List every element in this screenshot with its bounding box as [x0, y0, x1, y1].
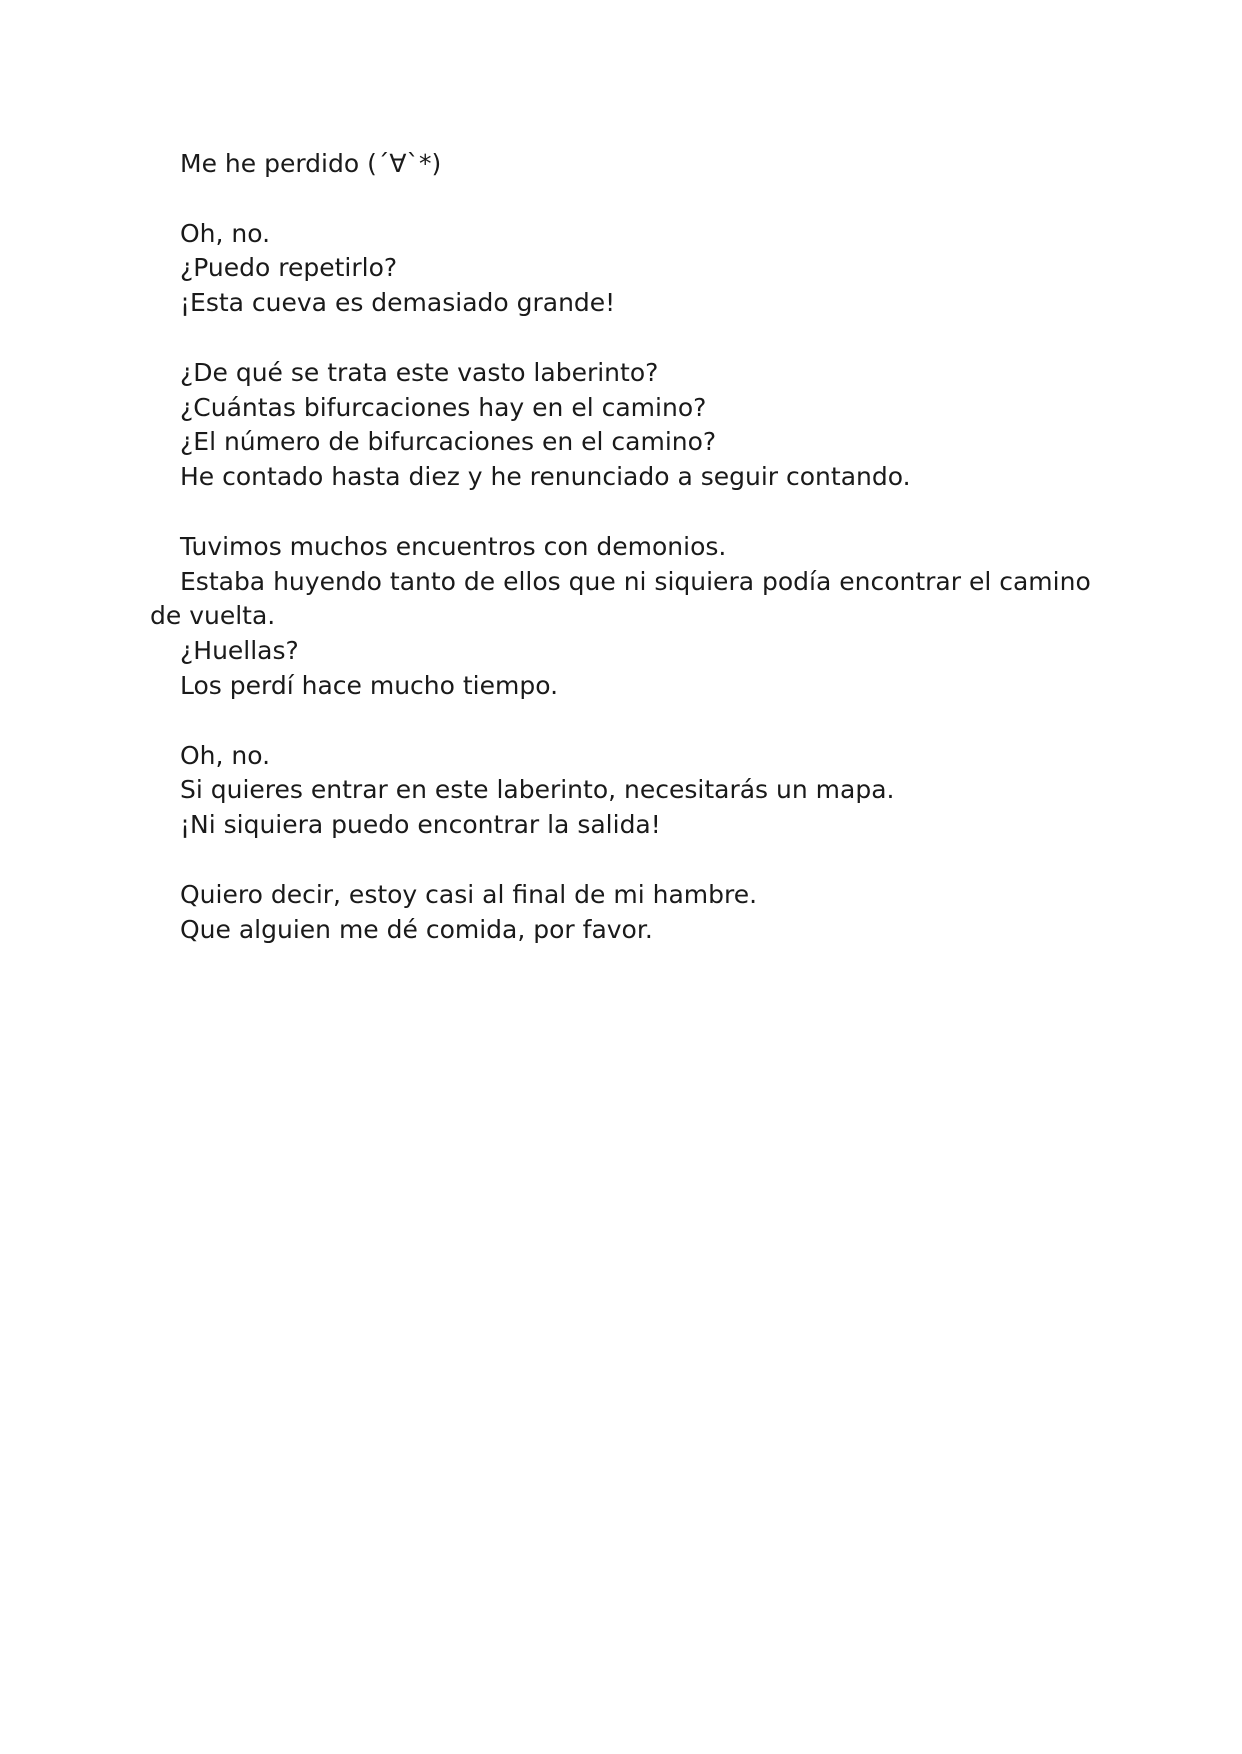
- text-line: Estaba huyendo tanto de ellos que ni siquiera podía encontrar el camino de vuelta.: [150, 566, 1091, 631]
- text-line: ¿Puedo repetirlo?: [180, 253, 398, 283]
- text-line: Quiero decir, estoy casi al final de mi hambre.: [180, 879, 758, 909]
- paragraph-6: [150, 878, 1100, 948]
- text-line: Me he perdido (´∀`*): [180, 149, 442, 178]
- paragraph-5: [150, 739, 1100, 843]
- paragraph-4: [150, 530, 1100, 704]
- document-page: [150, 147, 1100, 982]
- paragraph-2: [150, 217, 1100, 321]
- text-line: Oh, no.: [180, 740, 271, 770]
- text-line: Los perdí hace mucho tiempo.: [180, 670, 559, 700]
- text-line: ¿Huellas?: [180, 636, 299, 666]
- text-line: Si quieres entrar en este laberinto, necesitarás un mapa.: [180, 775, 895, 805]
- text-line: Que alguien me dé comida, por favor.: [180, 914, 653, 944]
- text-line: Tuvimos muchos encuentros con demonios.: [180, 531, 727, 561]
- text-line: Oh, no.: [180, 218, 271, 248]
- paragraph-3: [150, 356, 1100, 495]
- text-line: ¿Cuántas bifurcaciones hay en el camino?: [180, 392, 707, 422]
- paragraph-1: [150, 147, 1100, 182]
- text-line: ¡Esta cueva es demasiado grande!: [180, 288, 616, 318]
- text-line: ¿De qué se trata este vasto laberinto?: [180, 357, 659, 387]
- text-line: ¿El número de bifurcaciones en el camino?: [180, 427, 717, 457]
- text-line: He contado hasta diez y he renunciado a seguir contando.: [180, 462, 911, 492]
- text-line: ¡Ni siquiera puedo encontrar la salida!: [180, 810, 661, 840]
